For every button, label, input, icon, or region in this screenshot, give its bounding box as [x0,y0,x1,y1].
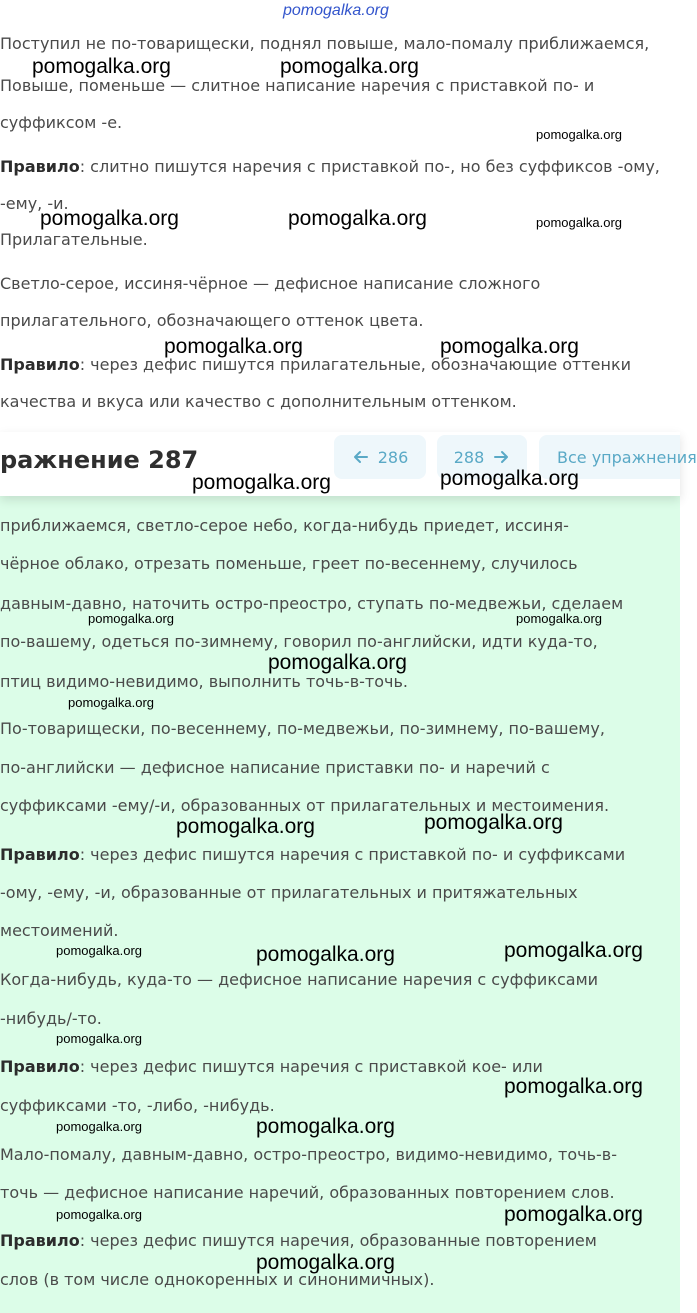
answer-line: чёрное облако, отрезать поменьше, греет по-весеннему, случилось [0,554,578,573]
prev-exercise-button[interactable] [334,435,426,479]
answer-line: по-вашему, одеться по-зимнему, говорил по-английски, идти куда-то, [0,632,598,651]
answer-line: суффиксами -то, -либо, -нибудь. [0,1096,275,1115]
rule-line: Правило: через дефис пишутся наречия, образованные повторением [0,1231,597,1250]
watermark: pomogalka.org [280,55,419,78]
rule-line: Правило: через дефис пишутся наречия с приставкой по- и суффиксами [0,845,626,864]
text-line: Поступил не по-товарищески, поднял повыше, мало-помалу приближаемся, [0,34,650,53]
watermark: pomogalka.org [164,335,303,358]
watermark: pomogalka.org [440,467,579,490]
text-line: Светло-серое, иссиня-чёрное — дефисное написание сложного [0,274,541,293]
answer-line: -ому, -ему, -и, образованные от прилагательных и притяжательных [0,883,578,902]
answer-line: точь — дефисное написание наречий, образованных повторением слов. [0,1183,615,1202]
exercise-title: ражнение 287 [0,446,199,474]
rule-line: Правило: через дефис пишутся прилагательные, обозначающие оттенки [0,355,632,374]
text-line: качества и вкуса или качество с дополнительным оттенком. [0,392,517,411]
text-line: Повыше, поменьше — слитное написание наречия с приставкой по- и [0,76,595,95]
answer-line: слов (в том числе однокоренных и синонимичных). [0,1270,435,1289]
text-line: суффиксом -е. [0,113,123,132]
rule-label: Правило [0,845,80,864]
watermark: pomogalka.org [268,651,407,674]
answer-line: -нибудь/-то. [0,1009,102,1028]
text-line: -ему, -и. [0,194,69,213]
watermark: pomogalka.org [68,695,154,710]
watermark: pomogalka.org [40,207,179,230]
arrow-right-icon [492,448,510,466]
watermark: pomogalka.org [192,471,331,494]
rule-label: Правило [0,157,80,176]
rule-label: Правило [0,1231,80,1250]
watermark: pomogalka.org [440,335,579,358]
answer-line: Мало-помалу, давным-давно, остро-преостро, видимо-невидимо, точь-в- [0,1145,617,1164]
watermark: pomogalka.org [56,1119,142,1134]
watermark: pomogalka.org [283,2,389,19]
watermark: pomogalka.org [516,611,602,626]
watermark: pomogalka.org [56,1031,142,1046]
all-exercises-label: Все упражнения [557,447,697,467]
answer-line: По-товарищески, по-весеннему, по-медвежьи, по-зимнему, по-вашему, [0,719,605,738]
watermark: pomogalka.org [424,811,563,834]
answer-line: по-английски — дефисное написание приставки по- и наречий с [0,758,550,777]
answer-line: давным-давно, наточить остро-преостро, ступать по-медвежьи, сделаем [0,594,624,613]
watermark: pomogalka.org [536,215,622,230]
watermark: pomogalka.org [504,1075,643,1098]
rule-line: Правило: слитно пишутся наречия с приставкой по-, но без суффиксов -ому, [0,157,660,176]
watermark: pomogalka.org [536,127,622,142]
watermark: pomogalka.org [288,207,427,230]
watermark: pomogalka.org [504,939,643,962]
watermark: pomogalka.org [504,1203,643,1226]
rule-label: Правило [0,1057,80,1076]
text-line: Прилагательные. [0,230,148,249]
watermark: pomogalka.org [56,943,142,958]
rule-line: Правило: через дефис пишутся наречия с приставкой кое- или [0,1057,543,1076]
answer-line: местоимений. [0,921,119,940]
watermark: pomogalka.org [88,611,174,626]
answer-line: суффиксами -ему/-и, образованных от прилагательных и местоимения. [0,796,610,815]
next-exercise-label: 288 [453,447,485,467]
watermark: pomogalka.org [56,1207,142,1222]
prev-exercise-label: 286 [377,447,409,467]
answer-line: птиц видимо-невидимо, выполнить точь-в-точь. [0,672,408,691]
arrow-left-icon [352,448,370,466]
watermark: pomogalka.org [32,55,171,78]
answer-line: приближаемся, светло-серое небо, когда-нибудь приедет, иссиня- [0,516,569,535]
answer-line: Когда-нибудь, куда-то — дефисное написание наречия с суффиксами [0,970,599,989]
watermark: pomogalka.org [256,1251,395,1274]
watermark: pomogalka.org [176,815,315,838]
watermark: pomogalka.org [256,943,395,966]
watermark: pomogalka.org [256,1115,395,1138]
text-line: прилагательного, обозначающего оттенок цвета. [0,311,424,330]
rule-label: Правило [0,355,80,374]
